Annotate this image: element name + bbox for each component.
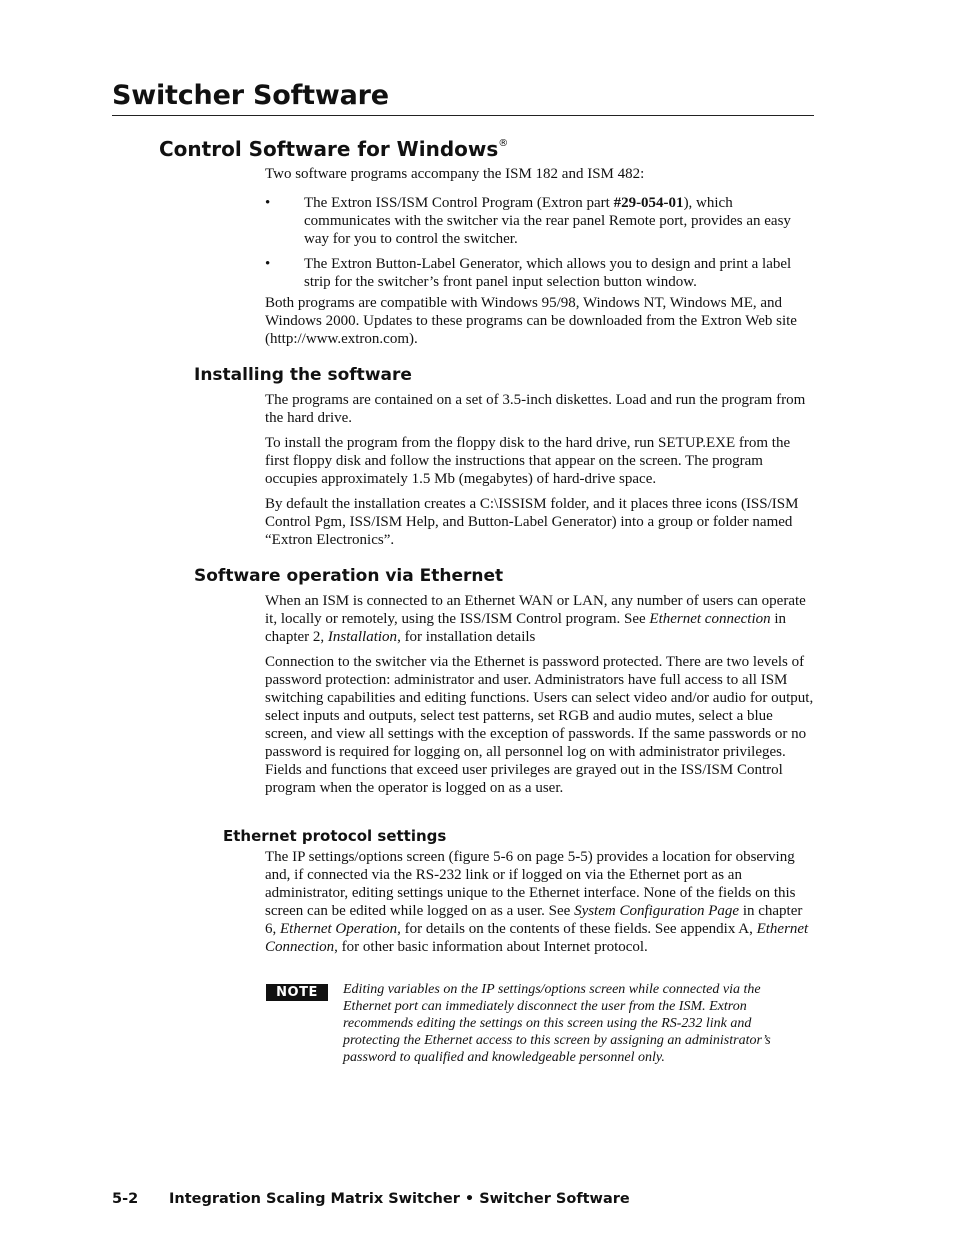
ethernet-paragraph-2: Connection to the switcher via the Ethernet is password protected. There are two levels of password protection: administrator and user. Administrators have full access to all ISM switching capabilities and editing functions. Users can select video and/or audio for output, select inputs and outputs, select test patterns, set RGB and audio mutes, select a blue screen, and view all settings with the exception of passwords. If the same passwords or no password is required for logging on, all personnel log on with administrator privileges. Fields and functions that exceed user privileges are grayed out in the ISS/ISM Control program when the operator is logged on as a user. — [265, 654, 814, 796]
installing-heading: Installing the software — [194, 365, 412, 385]
bullet-marker: • — [265, 195, 271, 211]
section-title-text: Control Software for Windows — [159, 137, 499, 161]
intro-paragraph: Two software programs accompany the ISM 182 and ISM 482: — [265, 166, 645, 182]
text-run: The IP settings/options screen (figure 5-6 on page 5-5) provides a location for observing and, if connected via the RS-232 link or if logged on via the Ethernet port as an administrator, editing settings unique to the Ethernet interface. None of the fields on this screen can be edited while logged on as a user. See — [265, 849, 796, 919]
installing-paragraph-2: To install the program from the floppy disk to the hard drive, run SETUP.EXE from the first floppy disk and follow the instructions that appear on the screen. The program occupies approximately 1.5 Mb (megabytes) of hard-drive space. — [265, 435, 791, 487]
note-badge: NOTE — [266, 984, 328, 1001]
bullet-text — [304, 194, 814, 248]
cross-reference: Ethernet connection — [649, 611, 771, 627]
text-run: , for details on the contents of these fields. See appendix A, — [397, 921, 757, 937]
bullet-text-part: The Extron ISS/ISM Control Program (Extron part — [304, 195, 614, 211]
compatibility-paragraph: Both programs are compatible with Windows 95/98, Windows NT, Windows ME, and Windows 2000. Updates to these programs can be downloaded from the Extron Web site (http://www.extron.com). — [265, 295, 797, 347]
cross-reference: Installation — [327, 629, 398, 645]
title-rule — [112, 115, 814, 116]
installing-paragraph-3: By default the installation creates a C:\ISSISM folder, and it places three icons (ISS/ISM Control Pgm, ISS/ISM Help, and Button-Label Generator) into a group or folder named “Extron Electronics”. — [265, 496, 799, 548]
bullet-marker: • — [265, 256, 271, 272]
ethernet-heading: Software operation via Ethernet — [194, 566, 504, 586]
note-text: Editing variables on the IP settings/options screen while connected via the Ethernet port can immediately disconnect the user from the ISM. Extron recommends editing the settings on this screen using the RS-232 link and protecting the Ethernet access to this screen by assigning an administrator’s password to qualified and knowledgeable personnel only. — [343, 982, 771, 1065]
text-run: in chapter 2, — [265, 611, 787, 645]
text-run: , for other basic information about Internet protocol. — [334, 939, 648, 955]
section-title — [159, 137, 508, 161]
bullet-text-part: ), which communicates with the switcher via the rear panel Remote port, provides an easy way for you to control the switcher. — [304, 195, 791, 247]
text-run: When an ISM is connected to an Ethernet WAN or LAN, any number of users can operate it, locally or remotely, using the ISS/ISM Control program. See — [265, 593, 806, 627]
cross-reference: Ethernet Connection — [265, 921, 809, 955]
text-run: in chapter 6, — [265, 903, 803, 937]
page-footer — [112, 1191, 630, 1207]
text-run: , for installation details — [397, 629, 536, 645]
cross-reference: System Configuration Page — [574, 903, 740, 919]
bullet-text: The Extron Button-Label Generator, which allows you to design and print a label strip for the switcher’s front panel input selection button window. — [304, 256, 792, 290]
installing-paragraph-1: The programs are contained on a set of 3.5-inch diskettes. Load and run the program from the hard drive. — [265, 392, 806, 426]
protocol-heading: Ethernet protocol settings — [223, 827, 447, 845]
protocol-paragraph — [265, 848, 815, 956]
footer-title: Integration Scaling Matrix Switcher • Switcher Software — [169, 1191, 630, 1207]
part-number: #29-054-01 — [613, 195, 684, 211]
registered-mark: ® — [498, 138, 509, 150]
chapter-title: Switcher Software — [112, 80, 389, 111]
ethernet-paragraph-1 — [265, 592, 815, 646]
cross-reference: Ethernet Operation — [280, 921, 398, 937]
page-number: 5-2 — [112, 1191, 139, 1207]
